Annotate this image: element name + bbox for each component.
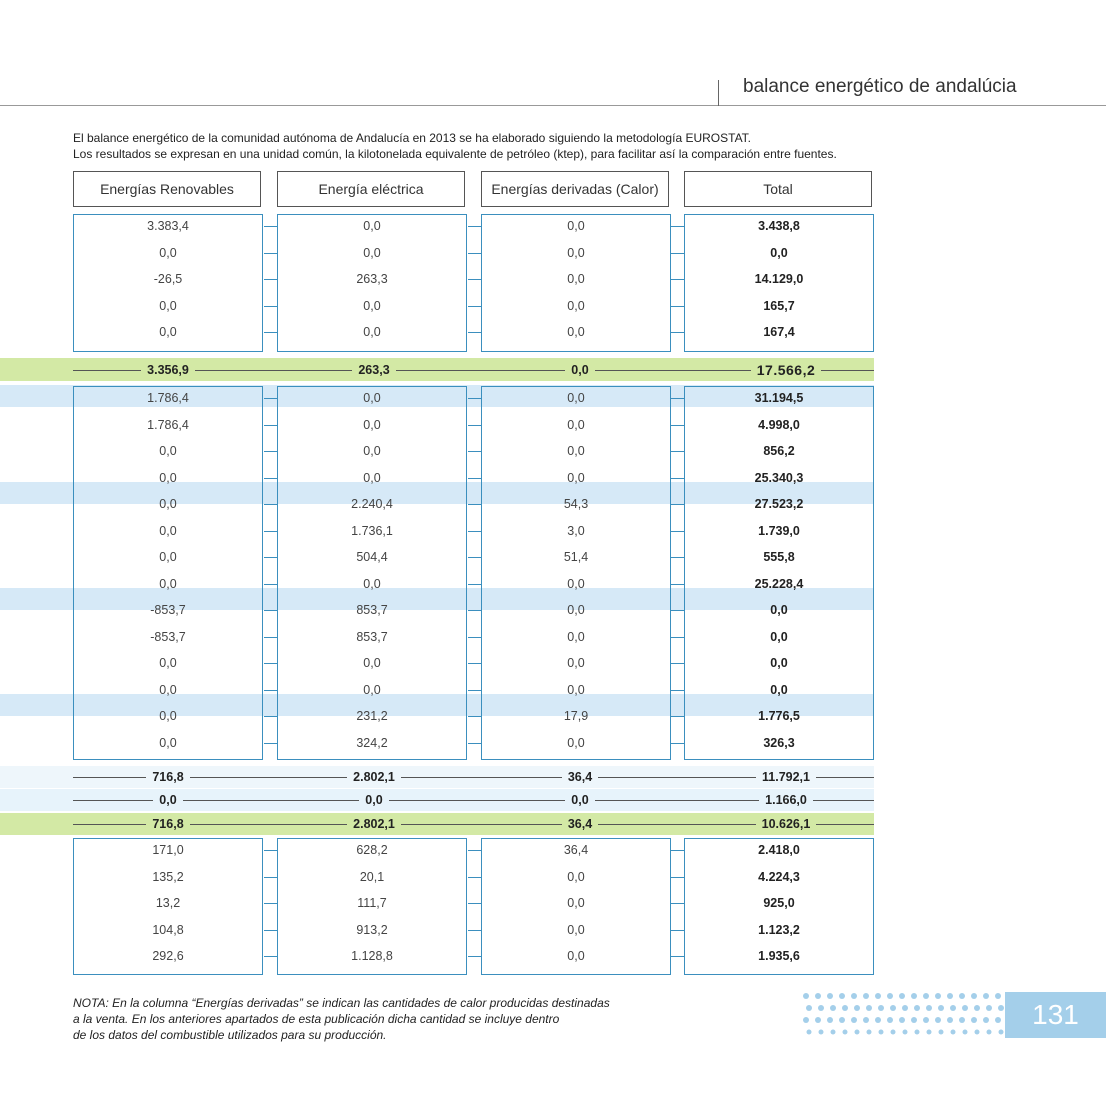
table-cell: 135,2: [152, 869, 184, 884]
row-connector: [468, 930, 482, 931]
table-cell: -853,7: [150, 629, 186, 644]
table-cell: 31.194,5: [754, 391, 804, 405]
table-cell: 51,4: [563, 550, 589, 564]
row-connector: [671, 226, 685, 227]
row-connector: [264, 279, 278, 280]
summary-value: 716,8: [146, 814, 189, 834]
table-cell: 0,0: [159, 245, 177, 260]
table-cell: 1.123,2: [758, 922, 800, 937]
summary-value: 17.566,2: [751, 360, 822, 380]
table-cell: 263,3: [356, 272, 388, 287]
summary-line: [73, 824, 874, 825]
decorative-dot: [866, 1005, 872, 1011]
table-cell: 0,0: [567, 869, 585, 884]
row-connector: [264, 425, 278, 426]
table-cell: 0,0: [770, 603, 788, 617]
decorative-dot: [987, 1030, 992, 1035]
table-cell: 0,0: [567, 417, 585, 432]
table-cell: -26,5: [153, 272, 183, 287]
column-header-derivadas: Energías derivadas (Calor): [481, 171, 669, 207]
decorative-dot: [971, 993, 977, 999]
decorative-dot: [986, 1005, 992, 1011]
table-cell: 0,0: [567, 298, 585, 313]
row-connector: [671, 637, 685, 638]
row-connector: [264, 451, 278, 452]
decorative-dot: [827, 993, 833, 999]
row-connector: [468, 531, 482, 532]
row-connector: [264, 226, 278, 227]
decorative-dot: [878, 1005, 884, 1011]
table-cell: 292,6: [152, 949, 184, 964]
table-cell: 0,0: [567, 603, 585, 617]
decorative-dot: [887, 993, 893, 999]
decorative-dot: [963, 1030, 968, 1035]
table-cell: 2.418,0: [758, 843, 800, 857]
decorative-dot: [915, 1030, 920, 1035]
table-cell: 165,7: [763, 298, 795, 313]
table-cell: 913,2: [356, 922, 388, 937]
table-cell: 36,4: [563, 843, 589, 857]
row-connector: [468, 306, 482, 307]
table-cell: 25.340,3: [754, 470, 804, 485]
table-cell: 25.228,4: [754, 576, 804, 591]
table-cell: 0,0: [567, 272, 585, 287]
decorative-dot: [815, 993, 821, 999]
table-cell: 0,0: [567, 922, 585, 937]
decorative-dot: [830, 1005, 836, 1011]
table-cell: 111,7: [357, 896, 387, 911]
row-connector: [671, 716, 685, 717]
table-cell: 0,0: [567, 219, 585, 233]
table-cell: 0,0: [567, 325, 585, 340]
row-connector: [264, 690, 278, 691]
table-cell: 0,0: [363, 656, 381, 670]
row-connector: [264, 478, 278, 479]
row-connector: [264, 743, 278, 744]
decorative-dot: [983, 1017, 989, 1023]
table-cell: 326,3: [763, 735, 795, 750]
table-cell: 555,8: [763, 550, 795, 564]
table-cell: 14.129,0: [754, 272, 804, 287]
table-cell: 13,2: [155, 896, 181, 911]
table-cell: 504,4: [356, 550, 388, 564]
decorative-dot: [938, 1005, 944, 1011]
decorative-dot: [851, 993, 857, 999]
table-cell: 0,0: [363, 245, 381, 260]
table-cell: 4.224,3: [758, 869, 800, 884]
table-cell: 0,0: [770, 656, 788, 670]
row-connector: [671, 584, 685, 585]
decorative-dot: [947, 993, 953, 999]
decorative-dot: [899, 1017, 905, 1023]
decorative-dot: [875, 993, 881, 999]
table-cell: 0,0: [363, 470, 381, 485]
table-cell: 0,0: [363, 576, 381, 591]
column-header-renovables: Energías Renovables: [73, 171, 261, 207]
decorative-dot: [935, 1017, 941, 1023]
row-connector: [468, 903, 482, 904]
decorative-dot: [803, 1017, 809, 1023]
row-connector: [264, 663, 278, 664]
decorative-dot: [903, 1030, 908, 1035]
summary-value: 0,0: [153, 790, 182, 810]
row-connector: [671, 279, 685, 280]
table-cell: 0,0: [770, 682, 788, 697]
row-connector: [468, 584, 482, 585]
row-connector: [671, 478, 685, 479]
decorative-dot: [935, 993, 941, 999]
decorative-dot: [887, 1017, 893, 1023]
table-cell: 0,0: [363, 682, 381, 697]
row-connector: [468, 504, 482, 505]
footnote-line-2: a la venta. En los anteriores apartados de esta publicación dicha cantidad se incluye dentro: [73, 1012, 560, 1026]
row-connector: [468, 877, 482, 878]
table-cell: 0,0: [567, 576, 585, 591]
table-cell: 0,0: [159, 325, 177, 340]
table-cell: 3.438,8: [758, 219, 800, 233]
row-connector: [468, 451, 482, 452]
summary-value: 36,4: [562, 814, 598, 834]
table-cell: 0,0: [363, 298, 381, 313]
table-cell: 925,0: [763, 896, 795, 911]
row-connector: [468, 637, 482, 638]
table-cell: 628,2: [356, 843, 388, 857]
row-connector: [264, 504, 278, 505]
summary-value: 10.626,1: [756, 814, 817, 834]
row-connector: [264, 930, 278, 931]
row-connector: [264, 531, 278, 532]
summary-value: 263,3: [352, 360, 395, 380]
footnote-line-3: de los datos del combustible utilizados para su producción.: [73, 1028, 387, 1042]
table-cell: 853,7: [356, 629, 388, 644]
row-connector: [671, 398, 685, 399]
row-connector: [468, 398, 482, 399]
decorative-dot: [951, 1030, 956, 1035]
summary-line: [73, 800, 874, 801]
row-connector: [468, 956, 482, 957]
summary-value: 11.792,1: [756, 767, 816, 787]
header-title: balance energético de andalúcia: [743, 76, 1017, 97]
table-cell: 0,0: [567, 896, 585, 911]
row-connector: [264, 398, 278, 399]
footnote-line-1: NOTA: En la columna “Energías derivadas” se indican las cantidades de calor producidas destinadas: [73, 996, 610, 1010]
footnote: [73, 995, 610, 1043]
column-header-electrica: Energía eléctrica: [277, 171, 465, 207]
table-cell: 0,0: [567, 629, 585, 644]
decorative-dot: [899, 993, 905, 999]
decorative-dot: [959, 1017, 965, 1023]
summary-value: 2.802,1: [347, 767, 401, 787]
row-connector: [671, 451, 685, 452]
table-cell: 1.786,4: [147, 391, 189, 405]
table-cell: 0,0: [567, 949, 585, 964]
table-cell: 0,0: [567, 245, 585, 260]
decorative-dot: [983, 993, 989, 999]
decorative-dot: [854, 1005, 860, 1011]
table-cell: 0,0: [770, 245, 788, 260]
decorative-dot: [863, 993, 869, 999]
summary-value: 2.802,1: [347, 814, 401, 834]
row-connector: [468, 716, 482, 717]
decorative-dot: [974, 1005, 980, 1011]
row-connector: [264, 903, 278, 904]
table-cell: 0,0: [159, 682, 177, 697]
table-cell: 0,0: [159, 444, 177, 458]
summary-line: [73, 777, 874, 778]
summary-value: 716,8: [146, 767, 189, 787]
table-cell: 54,3: [563, 497, 589, 511]
row-connector: [264, 956, 278, 957]
summary-value: 1.166,0: [759, 790, 813, 810]
table-cell: 1.776,5: [758, 709, 800, 723]
table-cell: 0,0: [363, 391, 381, 405]
decorative-dot: [851, 1017, 857, 1023]
row-connector: [671, 743, 685, 744]
decorative-dot: [959, 993, 965, 999]
decorative-dot: [818, 1005, 824, 1011]
table-cell: 3,0: [567, 523, 585, 538]
table-cell: 0,0: [159, 298, 177, 313]
table-cell: 0,0: [363, 417, 381, 432]
page-number: 131: [1005, 992, 1106, 1038]
row-connector: [264, 557, 278, 558]
table-cell: 2.240,4: [351, 497, 393, 511]
decorative-dot: [939, 1030, 944, 1035]
row-connector: [468, 478, 482, 479]
decorative-dot: [819, 1030, 824, 1035]
decorative-dot: [995, 993, 1001, 999]
decorative-dot: [975, 1030, 980, 1035]
row-connector: [671, 850, 685, 851]
decorative-dot: [902, 1005, 908, 1011]
table-cell: 20,1: [359, 869, 385, 884]
table-cell: 0,0: [159, 497, 177, 511]
decorative-dot: [843, 1030, 848, 1035]
table-cell: 0,0: [567, 470, 585, 485]
decorative-dot: [839, 1017, 845, 1023]
table-cell: 0,0: [567, 735, 585, 750]
row-connector: [468, 253, 482, 254]
table-cell: 0,0: [567, 444, 585, 458]
table-cell: 4.998,0: [758, 417, 800, 432]
table-cell: 0,0: [159, 656, 177, 670]
row-connector: [264, 306, 278, 307]
table-cell: 3.383,4: [147, 219, 189, 233]
row-connector: [671, 425, 685, 426]
row-connector: [671, 531, 685, 532]
decorative-dot: [842, 1005, 848, 1011]
table-cell: 0,0: [363, 325, 381, 340]
row-connector: [468, 425, 482, 426]
row-connector: [671, 557, 685, 558]
summary-value: 0,0: [565, 360, 594, 380]
table-cell: 0,0: [567, 682, 585, 697]
row-connector: [671, 877, 685, 878]
decorative-dot: [879, 1030, 884, 1035]
decorative-dot: [999, 1030, 1004, 1035]
table-cell: 0,0: [567, 391, 585, 405]
row-connector: [671, 663, 685, 664]
decorative-dot: [923, 993, 929, 999]
row-connector: [671, 956, 685, 957]
decorative-dot: [971, 1017, 977, 1023]
row-connector: [264, 253, 278, 254]
decorative-dot: [875, 1017, 881, 1023]
row-connector: [468, 226, 482, 227]
decorative-dot: [998, 1005, 1004, 1011]
table-cell: 231,2: [356, 709, 388, 723]
decorative-dot-pattern: [800, 990, 1005, 1040]
table-cell: 0,0: [159, 523, 177, 538]
table-cell: 0,0: [159, 550, 177, 564]
header-separator: [718, 80, 719, 106]
table-cell: 0,0: [770, 629, 788, 644]
summary-value: 0,0: [565, 790, 594, 810]
decorative-dot: [807, 1030, 812, 1035]
row-connector: [468, 279, 482, 280]
table-cell: 0,0: [159, 470, 177, 485]
row-connector: [468, 743, 482, 744]
header-rule: [0, 105, 1106, 106]
table-cell: 0,0: [363, 219, 381, 233]
table-cell: 0,0: [567, 656, 585, 670]
row-connector: [671, 610, 685, 611]
table-cell: 1.935,6: [758, 949, 800, 964]
row-connector: [264, 877, 278, 878]
decorative-dot: [927, 1030, 932, 1035]
row-connector: [468, 850, 482, 851]
table-cell: 853,7: [356, 603, 388, 617]
row-connector: [468, 610, 482, 611]
decorative-dot: [914, 1005, 920, 1011]
table-cell: 17,9: [563, 709, 589, 723]
table-cell: 27.523,2: [754, 497, 804, 511]
decorative-dot: [855, 1030, 860, 1035]
summary-value: 0,0: [359, 790, 388, 810]
decorative-dot: [950, 1005, 956, 1011]
decorative-dot: [911, 1017, 917, 1023]
table-cell: 1.736,1: [351, 523, 393, 538]
table-cell: 0,0: [363, 444, 381, 458]
decorative-dot: [947, 1017, 953, 1023]
decorative-dot: [867, 1030, 872, 1035]
row-connector: [264, 584, 278, 585]
table-cell: 856,2: [763, 444, 795, 458]
decorative-dot: [926, 1005, 932, 1011]
row-connector: [264, 332, 278, 333]
table-cell: 1.739,0: [758, 523, 800, 538]
row-connector: [468, 663, 482, 664]
table-cell: 0,0: [159, 576, 177, 591]
decorative-dot: [803, 993, 809, 999]
intro-text: [73, 130, 837, 162]
table-cell: 0,0: [159, 735, 177, 750]
row-connector: [671, 253, 685, 254]
row-connector: [671, 332, 685, 333]
row-connector: [264, 850, 278, 851]
row-connector: [468, 690, 482, 691]
row-connector: [671, 930, 685, 931]
decorative-dot: [815, 1017, 821, 1023]
row-connector: [671, 903, 685, 904]
table-cell: 167,4: [763, 325, 795, 340]
row-connector: [264, 637, 278, 638]
decorative-dot: [806, 1005, 812, 1011]
decorative-dot: [831, 1030, 836, 1035]
row-connector: [468, 332, 482, 333]
decorative-dot: [863, 1017, 869, 1023]
decorative-dot: [995, 1017, 1001, 1023]
row-connector: [671, 504, 685, 505]
table-cell: 0,0: [159, 709, 177, 723]
row-connector: [468, 557, 482, 558]
table-cell: 1.128,8: [351, 949, 393, 964]
decorative-dot: [923, 1017, 929, 1023]
row-connector: [264, 716, 278, 717]
column-header-total: Total: [684, 171, 872, 207]
decorative-dot: [890, 1005, 896, 1011]
table-cell: 324,2: [356, 735, 388, 750]
decorative-dot: [839, 993, 845, 999]
table-cell: 171,0: [152, 843, 184, 857]
summary-value: 3.356,9: [141, 360, 195, 380]
table-cell: 104,8: [152, 922, 184, 937]
row-connector: [671, 306, 685, 307]
intro-line-2: Los resultados se expresan en una unidad común, la kilotonelada equivalente de petróleo (ktep), para facilitar así la comparación entre fuentes.: [73, 147, 837, 161]
summary-value: 36,4: [562, 767, 598, 787]
table-cell: -853,7: [150, 603, 186, 617]
decorative-dot: [911, 993, 917, 999]
table-cell: 1.786,4: [147, 417, 189, 432]
intro-line-1: El balance energético de la comunidad autónoma de Andalucía en 2013 se ha elaborado siguiendo la metodología EUROSTAT.: [73, 131, 752, 145]
row-connector: [264, 610, 278, 611]
decorative-dot: [962, 1005, 968, 1011]
decorative-dot: [827, 1017, 833, 1023]
decorative-dot: [891, 1030, 896, 1035]
row-connector: [671, 690, 685, 691]
